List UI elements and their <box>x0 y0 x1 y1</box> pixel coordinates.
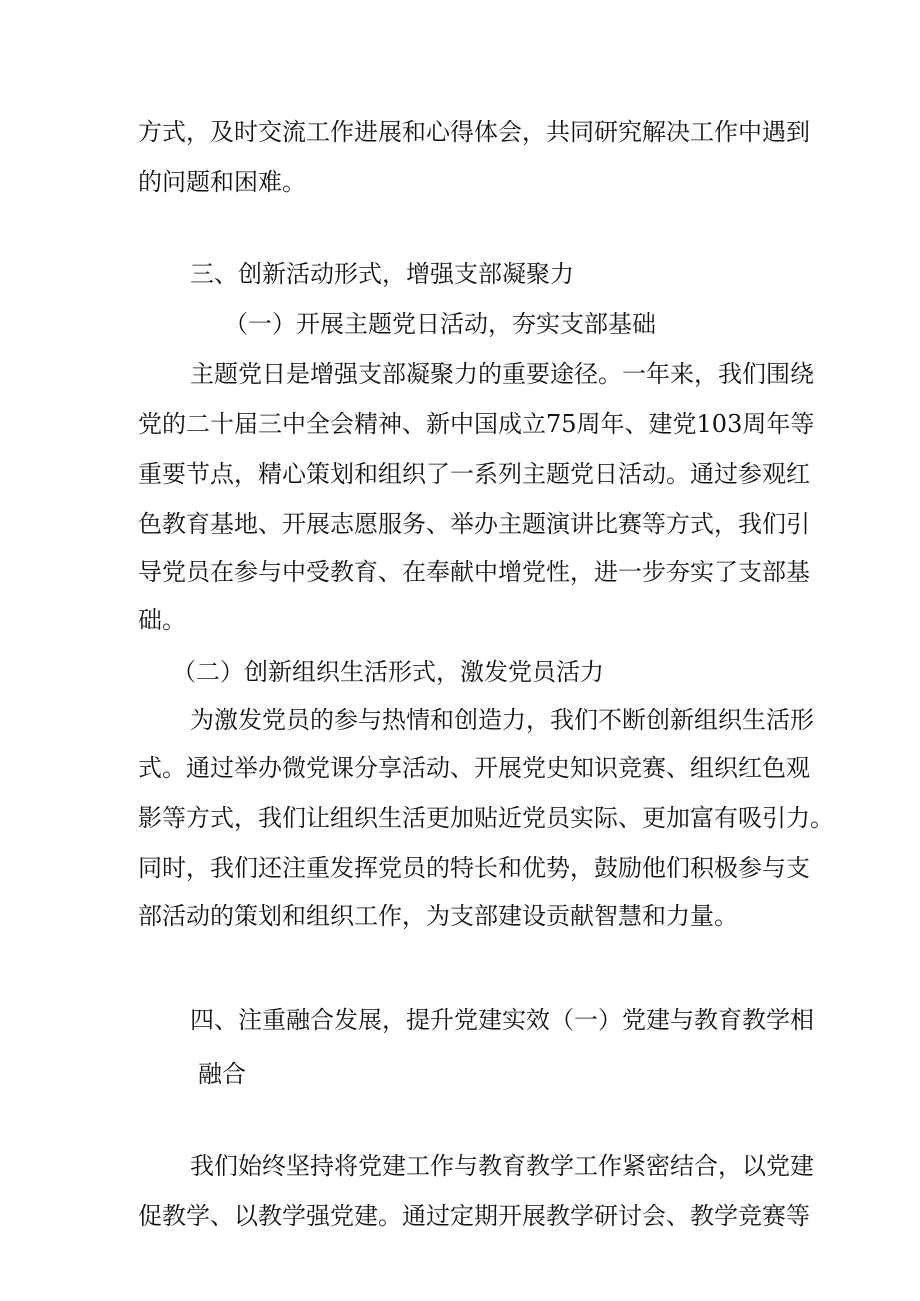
paragraph-line: 主题党日是增强支部凝聚力的重要途径。一年来，我们围绕 <box>190 360 814 388</box>
paragraph-line: 同时，我们还注重发挥党员的特长和优势，鼓励他们积极参与支 <box>138 854 810 882</box>
subsection-heading: （二）创新组织生活形式，激发党员活力 <box>172 658 604 686</box>
paragraph-line: 础。 <box>138 606 186 634</box>
paragraph-line: 重要节点，精心策划和组织了一系列主题党日活动。通过参观红 <box>138 460 810 488</box>
paragraph-line: 式。通过举办微党课分享活动、开展党史知识竞赛、组织红色观 <box>138 754 810 782</box>
paragraph-line: 导党员在参与中受教育、在奉献中增党性，进一步夯实了支部基 <box>138 558 810 586</box>
paragraph-line: 为激发党员的参与热情和创造力，我们不断创新组织生活形 <box>190 706 814 734</box>
paragraph-line: 部活动的策划和组织工作，为支部建设贡献智慧和力量。 <box>138 902 738 930</box>
section-heading: 三、创新活动形式，增强支部凝聚力 <box>190 260 574 288</box>
subsection-heading: （一）开展主题党日活动，夯实支部基础 <box>224 310 656 338</box>
paragraph-line: 我们始终坚持将党建工作与教育教学工作紧密结合，以党建 <box>190 1152 814 1180</box>
paragraph-line: 的问题和困难。 <box>138 168 306 196</box>
paragraph-line: 方式，及时交流工作进展和心得体会，共同研究解决工作中遇到 <box>138 118 810 146</box>
paragraph-line: 促教学、以教学强党建。通过定期开展教学研讨会、教学竞赛等 <box>138 1202 810 1230</box>
paragraph-line: 党的二十届三中全会精神、新中国成立75周年、建党103周年等 <box>138 410 815 438</box>
section-heading-continuation: 融合 <box>198 1060 246 1088</box>
paragraph-line: 影等方式，我们让组织生活更加贴近党员实际、更加富有吸引力。 <box>138 804 834 832</box>
section-heading: 四、注重融合发展，提升党建实效（一）党建与教育教学相 <box>190 1006 814 1034</box>
paragraph-line: 色教育基地、开展志愿服务、举办主题演讲比赛等方式，我们引 <box>138 510 810 538</box>
